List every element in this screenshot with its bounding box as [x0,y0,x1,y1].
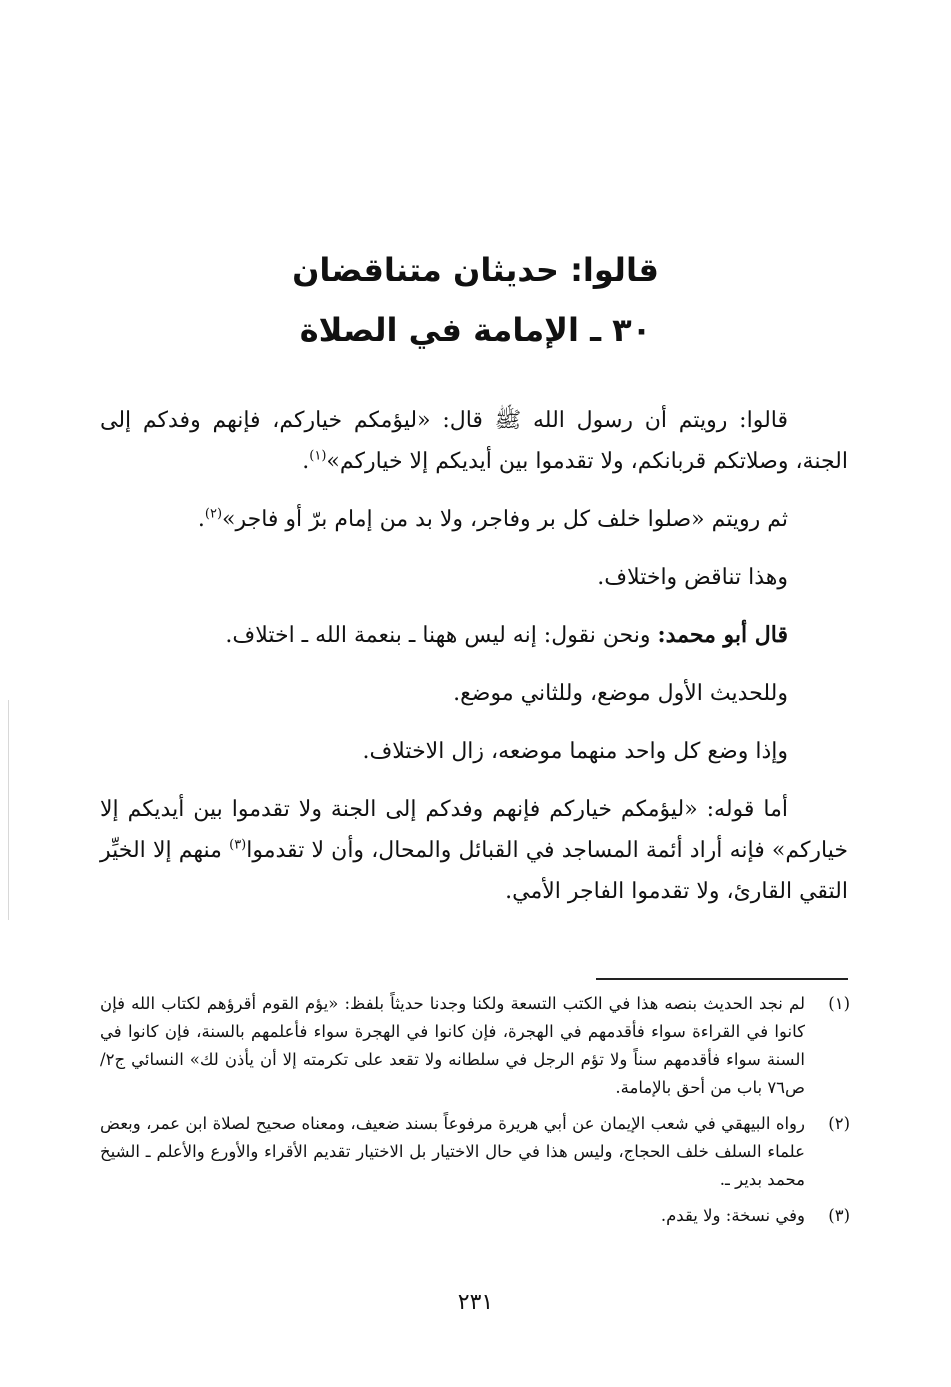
paragraph-2-end: . [197,507,205,532]
footnote-2-text: رواه البيهقي في شعب الإيمان عن أبي هريرة مرفوعاً بسند ضعيف، ومعناه صحيح لصلاة ابن عمر، وبعض علماء السلف خلف الحجاج، وليس هذا في حال الاختيار بل الاختيار تقديم الأقراء والأورع والأعلم ـ الشيخ محمد بدير ـ. [100,1114,805,1189]
chapter-heading [0,240,951,360]
paragraph-4 [100,615,848,656]
paragraph-5: وللحديث الأول موضع، وللثاني موضع. [453,681,788,706]
footnote-ref-3: (٣) [229,837,247,853]
footnote-3-text: وفي نسخة: ولا يقدم. [660,1206,805,1225]
paragraph-4-text: ونحن نقول: إنه ليس ههنا ـ بنعمة الله ـ اختلاف. [225,623,658,648]
main-text [100,400,848,929]
footnote-ref-1: (١) [309,448,327,464]
footnotes [100,990,850,1238]
paragraph-1-end: . [302,449,310,474]
scan-edge-line [8,700,9,920]
paragraph-7-text-a: أما قوله: «ليؤمكم خياركم فإنهم وفدكم إلى الجنة ولا تقدموا بين أيديكم إلا خياركم» فإنه أراد أئمة المساجد في القبائل والمحال، وأن لا تقدموا [100,797,848,863]
paragraph-2-text: ثم رويتم «صلوا خلف كل بر وفاجر، ولا بد من إمام برّ أو فاجر» [222,507,788,532]
heading-line-2: ٣٠ ـ الإمامة في الصلاة [299,311,652,349]
paragraph-7-text-b: منهم إلا الخيِّر التقي القارئ، ولا تقدموا الفاجر الأمي. [100,838,848,904]
footnote-1-text: لم نجد الحديث بنصه هذا في الكتب التسعة ولكنا وجدنا حديثاً بلفظ: «يؤم القوم أقرؤهم لكتاب الله فإن كانوا في القراءة سواء فأقدمهم في الهجرة، فإن كانوا في الهجرة سواء فأعلمهم بالسنة، فإن كانوا في السنة سواء فأقدمهم سناً ولا تؤم الرجل في سلطانه ولا تقعد على تكرمته إلا أن يأذن لك» النسائي ج٢/ ص٧٦ باب من أحق بالإمامة. [100,994,805,1097]
speaker-label: قال أبو محمد: [657,622,788,648]
paragraph-2 [100,499,848,540]
heading-line-1: قالوا: حديثان متناقضان [292,251,659,289]
paragraph-1 [100,400,848,482]
footnote-3 [100,1202,850,1230]
footnote-divider [596,978,848,980]
footnote-2 [100,1110,850,1194]
footnote-1 [100,990,850,1102]
page-number: ٢٣١ [457,1290,494,1315]
paragraph-6: وإذا وضع كل واحد منهما موضعه، زال الاختلاف. [362,739,788,764]
footnote-1-number: (١) [828,994,850,1013]
paragraph-1-text: قالوا: رويتم أن رسول الله ﷺ قال: «ليؤمكم خياركم، فإنهم وفدكم إلى الجنة، وصلاتكم قربانكم، ولا تقدموا بين أيديكم إلا خياركم» [100,408,848,474]
paragraph-7 [100,789,848,912]
footnote-2-number: (٢) [828,1114,850,1133]
footnote-3-number: (٣) [828,1206,850,1225]
paragraph-3: وهذا تناقض واختلاف. [597,565,788,590]
footnote-ref-2: (٢) [204,506,223,522]
